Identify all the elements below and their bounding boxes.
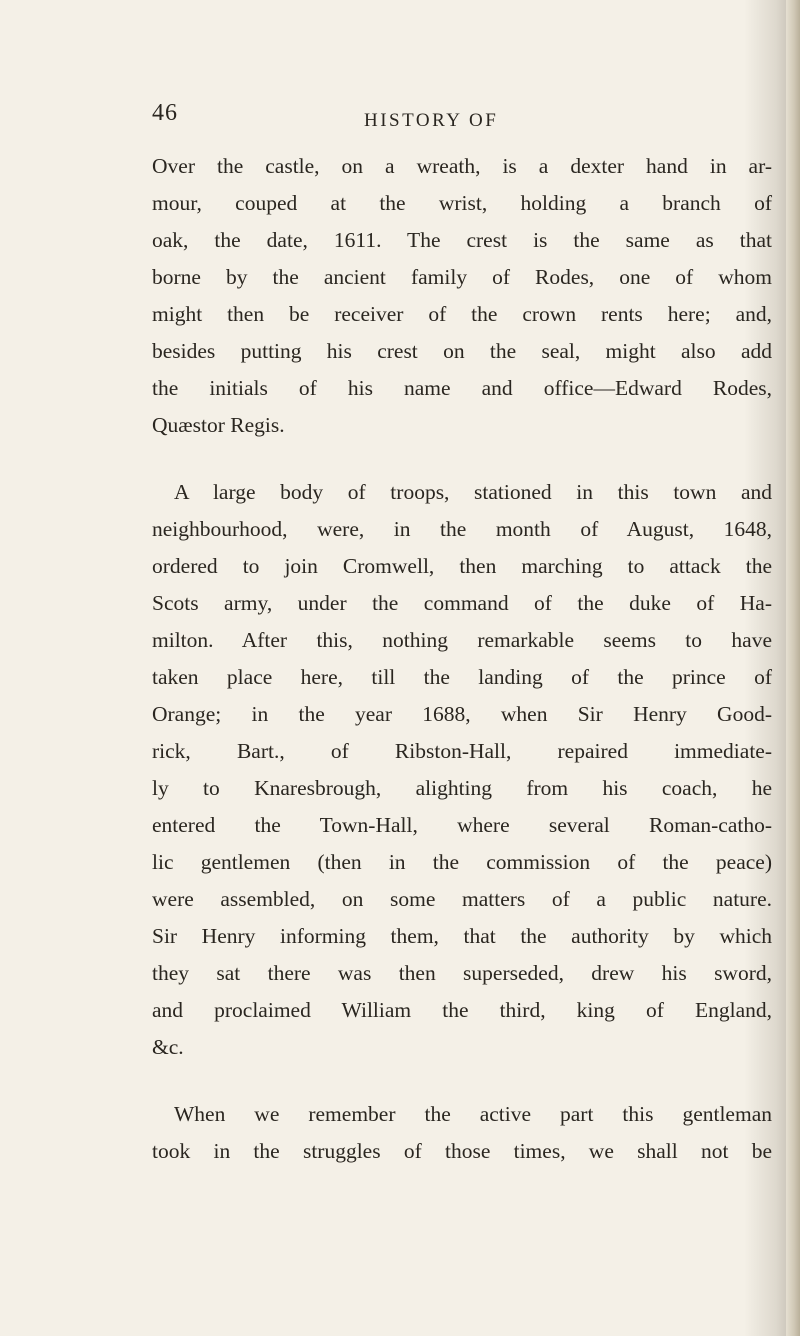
text-line: A large body of troops, stationed in this town and: [174, 480, 772, 504]
text-line: neighbourhood, were, in the month of August, 1648,: [152, 517, 772, 541]
text-line: lic gentlemen (then in the commission of the peace): [152, 850, 772, 874]
text-line: oak, the date, 1611. The crest is the same as that: [152, 228, 772, 252]
text-line: Orange; in the year 1688, when Sir Henry Good-: [152, 702, 772, 726]
text-line: &c.: [152, 1035, 184, 1059]
page-header: [152, 100, 772, 140]
text-line: entered the Town-Hall, where several Roman-catho-: [152, 813, 772, 837]
text-line: and proclaimed William the third, king of England,: [152, 998, 772, 1022]
text-line: might then be receiver of the crown rents here; and,: [152, 302, 772, 326]
page-edge-shadow: [786, 0, 800, 1336]
text-line: When we remember the active part this gentleman: [174, 1102, 772, 1126]
paragraph-gap: [152, 1066, 772, 1096]
page-number: 46: [152, 100, 178, 126]
text-line: rick, Bart., of Ribston-Hall, repaired immediate-: [152, 739, 772, 763]
text-line: Scots army, under the command of the duke of Ha-: [152, 591, 772, 615]
paragraph: [152, 148, 772, 444]
text-line: besides putting his crest on the seal, might also add: [152, 339, 772, 363]
text-line: taken place here, till the landing of the prince of: [152, 665, 772, 689]
text-line: Sir Henry informing them, that the authority by which: [152, 924, 772, 948]
text-line: Quæstor Regis.: [152, 413, 285, 437]
text-line: ly to Knaresbrough, alighting from his coach, he: [152, 776, 772, 800]
text-line: borne by the ancient family of Rodes, one of whom: [152, 265, 772, 289]
text-line: mour, couped at the wrist, holding a branch of: [152, 191, 772, 215]
text-line: ordered to join Cromwell, then marching to attack the: [152, 554, 772, 578]
paragraph: [152, 474, 772, 1066]
text-line: were assembled, on some matters of a public nature.: [152, 887, 772, 911]
text-line: they sat there was then superseded, drew his sword,: [152, 961, 772, 985]
paragraph: [152, 1096, 772, 1170]
body-text: [152, 148, 772, 1170]
text-line: the initials of his name and office—Edward Rodes,: [152, 376, 772, 400]
text-line: took in the struggles of those times, we shall not be: [152, 1139, 772, 1163]
text-line: milton. After this, nothing remarkable seems to have: [152, 628, 772, 652]
text-line: Over the castle, on a wreath, is a dexter hand in ar-: [152, 154, 772, 178]
paragraph-gap: [152, 444, 772, 474]
running-head: HISTORY OF: [364, 110, 499, 131]
